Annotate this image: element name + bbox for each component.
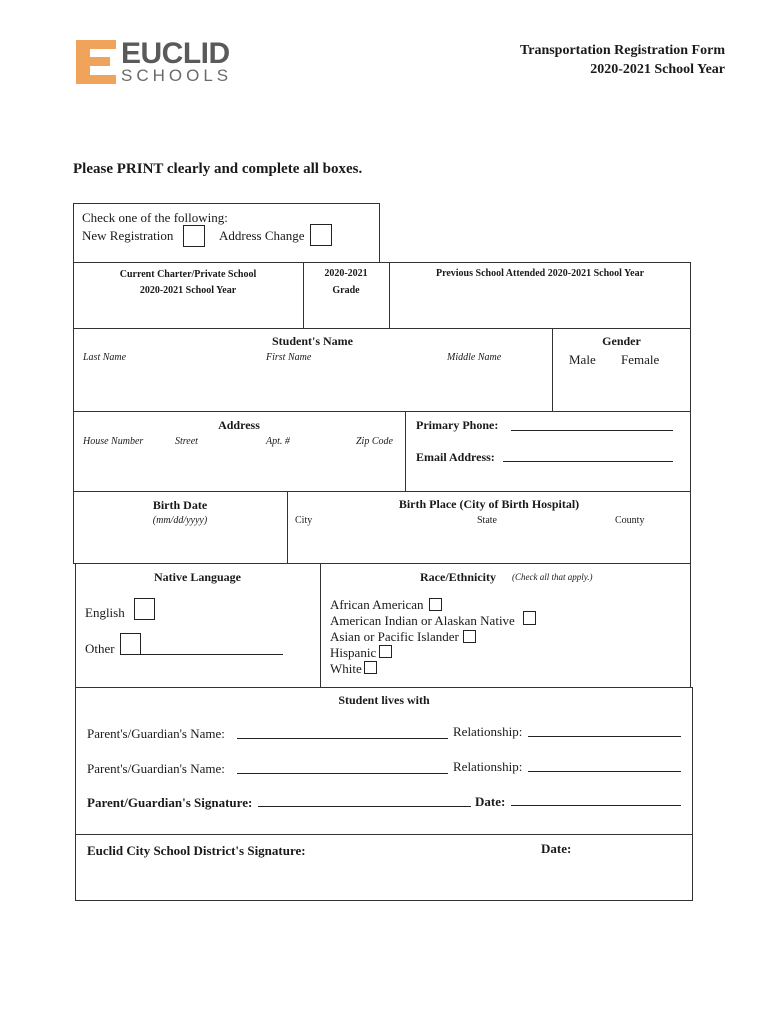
middle-name-label: Middle Name [447,352,502,363]
address-change-checkbox[interactable] [310,224,332,246]
grade-year-label: 2020-2021 [324,268,368,279]
city-label: City [295,515,313,526]
birth-date-heading: Birth Date [152,498,208,512]
divider [405,411,406,492]
instruction-text: Please PRINT clearly and complete all boxes. [73,161,363,177]
previous-school-label: Previous School Attended 2020-2021 School Year [435,268,645,279]
relationship-input[interactable] [528,736,681,737]
race-option-checkbox[interactable] [463,630,476,643]
guardian-date-label: Date: [475,794,506,809]
address-change-label: Address Change [219,228,305,243]
guardian-signature-input[interactable] [258,806,471,807]
primary-phone-input[interactable] [511,430,673,431]
current-school-label: Current Charter/Private School [119,269,257,280]
house-number-label: House Number [83,436,144,447]
address-heading: Address [218,418,260,432]
race-option-label: Hispanic [330,645,377,660]
student-name-heading: Student's Name [271,334,353,348]
registration-type-prompt: Check one of the following: [82,210,228,225]
district-date-label: Date: [541,841,572,856]
race-note: (Check all that apply.) [512,572,593,582]
race-option-label: African American [330,597,424,612]
race-option-label: American Indian or Alaskan Native [330,613,515,628]
street-label: Street [175,436,198,447]
first-name-label: First Name [266,352,312,363]
new-registration-checkbox[interactable] [183,225,205,247]
race-option-checkbox[interactable] [379,645,392,658]
divider [320,563,321,688]
euclid-logo-icon [76,40,116,84]
english-label: English [85,605,125,620]
apt-label: Apt. # [266,436,290,447]
race-heading: Race/Ethnicity [420,570,496,584]
race-option-label: White [330,661,362,676]
native-language-heading: Native Language [154,570,241,584]
logo-wordmark-top: EUCLID [121,37,230,70]
other-language-input[interactable] [141,654,283,655]
race-option-checkbox[interactable] [429,598,442,611]
primary-phone-label: Primary Phone: [416,418,499,432]
last-name-label: Last Name [83,352,127,363]
other-label: Other [85,641,115,656]
race-option-checkbox[interactable] [364,661,377,674]
new-registration-label: New Registration [82,228,174,243]
guardian-name-input[interactable] [237,773,448,774]
english-checkbox[interactable] [134,598,155,620]
zip-code-label: Zip Code [356,436,393,447]
district-signature-label: Euclid City School District's Signature: [87,843,306,858]
other-language-checkbox[interactable] [120,633,141,655]
birth-place-heading: Birth Place (City of Birth Hospital) [398,497,580,511]
grade-label: Grade [332,285,360,296]
student-lives-with-heading: Student lives with [338,693,430,707]
email-label: Email Address: [416,450,495,464]
gender-male-option[interactable]: Male [569,352,596,367]
race-option-label: Asian or Pacific Islander [330,629,459,644]
logo-wordmark-bottom: SCHOOLS [121,66,233,85]
gender-female-option[interactable]: Female [621,352,660,367]
race-option-checkbox[interactable] [523,611,536,625]
current-school-year-label: 2020-2021 School Year [139,285,237,296]
state-label: State [477,515,497,526]
guardian-name-label: Parent's/Guardian's Name: [87,726,225,741]
relationship-label: Relationship: [453,724,523,739]
form-title: Transportation Registration Form [519,43,725,58]
county-label: County [615,515,645,526]
birth-date-format: (mm/dd/yyyy) [152,515,208,526]
form-subtitle: 2020-2021 School Year [590,62,725,77]
relationship-input[interactable] [528,771,681,772]
guardian-date-input[interactable] [511,805,681,806]
relationship-label: Relationship: [453,759,523,774]
guardian-name-input[interactable] [237,738,448,739]
email-input[interactable] [503,461,673,462]
guardian-name-label: Parent's/Guardian's Name: [87,761,225,776]
guardian-signature-label: Parent/Guardian's Signature: [87,795,253,810]
gender-heading: Gender [602,334,641,348]
